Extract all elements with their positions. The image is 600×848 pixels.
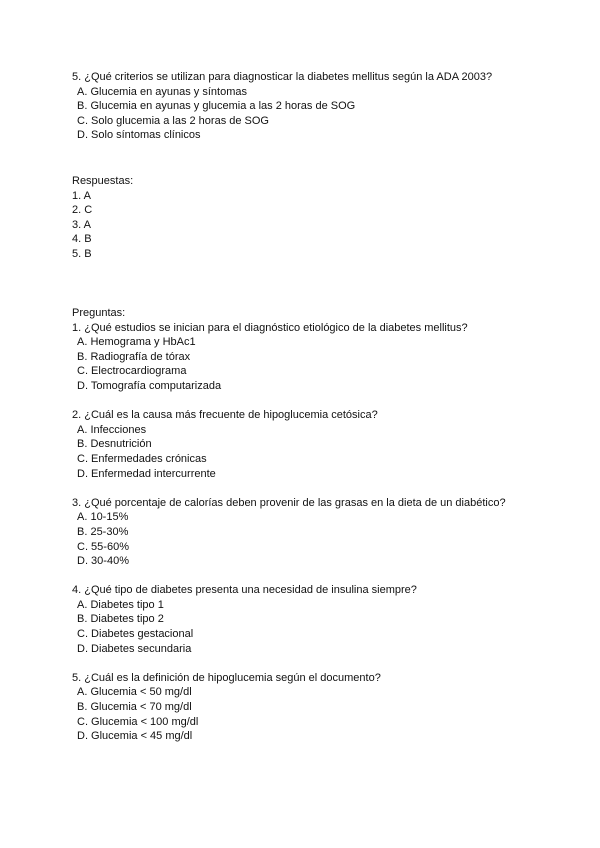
option-a: A. Diabetes tipo 1 xyxy=(77,598,164,611)
option-d: D. Tomografía computarizada xyxy=(77,379,222,392)
option-a: A. Glucemia < 50 mg/dl xyxy=(77,686,192,699)
answer-item: 3. A xyxy=(72,218,91,231)
answer-item: 1. A xyxy=(72,189,91,202)
question-text: 1. ¿Qué estudios se inician para el diagnóstico etiológico de la diabetes mellitus? xyxy=(72,321,468,334)
questions-heading: Preguntas: xyxy=(72,307,126,319)
option-b: B. Diabetes tipo 2 xyxy=(77,613,164,626)
question-text: 5. ¿Qué criterios se utilizan para diagnosticar la diabetes mellitus según la ADA 2003? xyxy=(72,71,493,83)
question-text: 4. ¿Qué tipo de diabetes presenta una necesidad de insulina siempre? xyxy=(72,584,417,597)
option-b: B. Glucemia < 70 mg/dl xyxy=(77,701,192,714)
question-3 xyxy=(72,496,572,569)
option-c: C. Solo glucemia a las 2 horas de SOG xyxy=(77,114,269,127)
option-a: A. 10-15% xyxy=(77,511,129,524)
option-c: C. 55-60% xyxy=(77,540,129,553)
question-text: 2. ¿Cuál es la causa más frecuente de hipoglucemia cetósica? xyxy=(72,409,378,422)
answers-heading: Respuestas: xyxy=(72,175,134,187)
answer-item: 5. B xyxy=(72,247,92,260)
question-5 xyxy=(72,671,572,744)
option-c: C. Electrocardiograma xyxy=(77,365,187,378)
questions-block xyxy=(72,306,572,744)
answer-item: 2. C xyxy=(72,204,93,217)
top-question-block xyxy=(72,70,572,143)
question-text: 5. ¿Cuál es la definición de hipoglucemia según el documento? xyxy=(72,671,381,684)
option-d: D. Diabetes secundaria xyxy=(77,642,192,655)
question-text: 3. ¿Qué porcentaje de calorías deben provenir de las grasas en la dieta de un diabético? xyxy=(72,496,506,509)
question-1 xyxy=(72,321,572,394)
option-d: D. 30-40% xyxy=(77,555,129,568)
option-a: A. Hemograma y HbAc1 xyxy=(77,336,196,349)
option-b: B. 25-30% xyxy=(77,525,129,538)
option-d: D. Enfermedad intercurrente xyxy=(77,467,216,480)
option-a: A. Infecciones xyxy=(77,423,147,436)
answers-block xyxy=(72,174,572,262)
option-a: A. Glucemia en ayunas y síntomas xyxy=(77,85,247,98)
option-b: B. Radiografía de tórax xyxy=(77,350,191,363)
option-d: D. Glucemia < 45 mg/dl xyxy=(77,730,193,743)
answer-item: 4. B xyxy=(72,233,92,246)
option-b: B. Glucemia en ayunas y glucemia a las 2 horas de SOG xyxy=(77,100,356,113)
option-c: C. Diabetes gestacional xyxy=(77,628,194,641)
question-2 xyxy=(72,408,572,481)
option-d: D. Solo síntomas clínicos xyxy=(77,129,201,142)
option-c: C. Enfermedades crónicas xyxy=(77,452,207,465)
question-4 xyxy=(72,583,572,656)
option-b: B. Desnutrición xyxy=(77,438,152,451)
option-c: C. Glucemia < 100 mg/dl xyxy=(77,715,199,728)
